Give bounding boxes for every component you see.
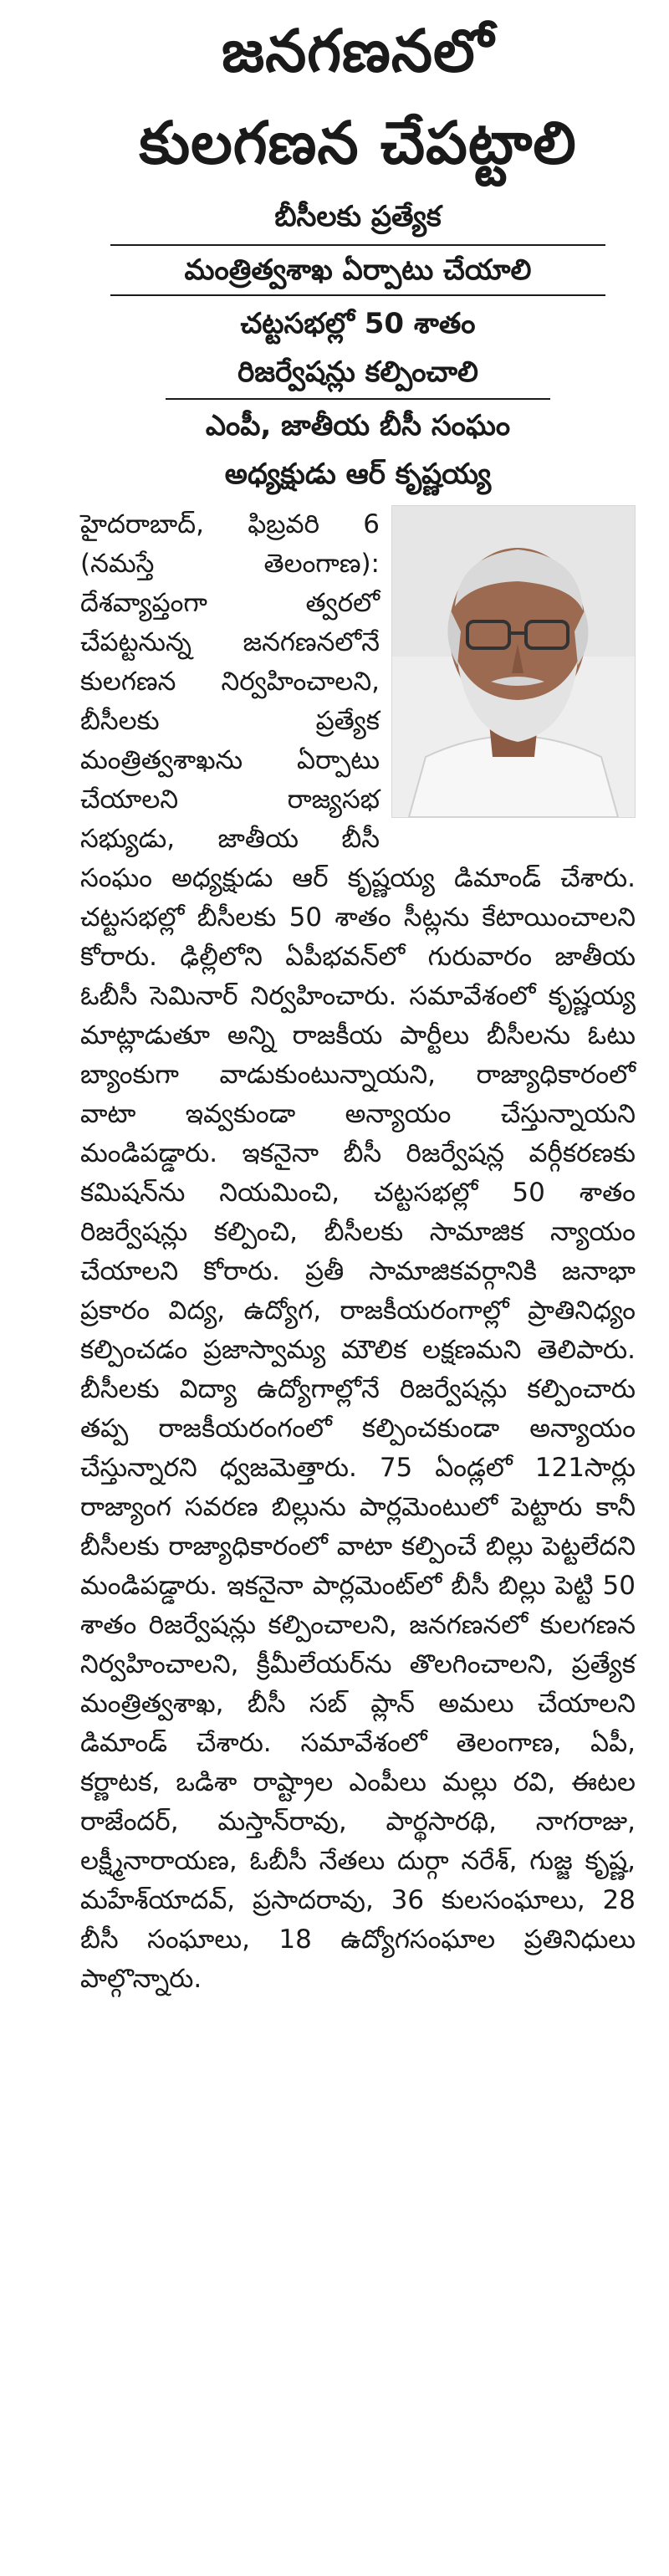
news-article (80, 0, 636, 2576)
subhead-3: చట్టసభల్లో 50 శాతం (240, 307, 476, 340)
portrait-illustration (392, 506, 635, 817)
portrait-photo (391, 505, 636, 818)
headline (80, 5, 636, 189)
subhead-4: రిజర్వేషన్లు కల్పించాలి (237, 355, 478, 389)
headline-line-1: జనగణనలో (221, 17, 495, 85)
subheadings (80, 192, 636, 498)
subhead-5: ఎంపీ, జాతీయ బీసీ సంఘం (205, 409, 511, 442)
subhead-6: అధ్యక్షుడు ఆర్ కృష్ణయ్య (224, 457, 492, 491)
subhead-2: మంత్రిత్వశాఖ ఏర్పాటు చేయాలి (110, 244, 605, 296)
article-body (80, 505, 636, 1999)
headline-line-2: కులగణన చేపట్టాలి (139, 109, 577, 177)
subhead-1: బీసీలకు ప్రత్యేక (274, 200, 442, 233)
article-text: హైదరాబాద్, ఫిబ్రవరి 6 (నమస్తే తెలంగాణ): దేశవ్యాప్తంగా త్వరలో చేపట్టనున్న జనగణనలోనే కులగణన నిర్వహించాలని, బీసీలకు ప్రత్యేక మంత్రిత్వశాఖను ఏర్పాటు చేయాలని రాజ్యసభ సభ్యుడు, జాతీయ బీసీ సంఘం అధ్యక్షుడు ఆర్ కృష్ణయ్య డిమాండ్ చేశారు. చట్టసభల్లో బీసీలకు 50 శాతం సీట్లను కేటాయించాలని కోరారు. ఢిల్లీలోని ఏపీభవన్‌లో గురువారం జాతీయ ఓబీసీ సెమినార్ నిర్వహించారు. సమావేశంలో కృష్ణయ్య మాట్లాడుతూ అన్ని రాజకీయ పార్టీలు బీసీలను ఓటు బ్యాంకుగా వాడుకుంటున్నాయని, రాజ్యాధికారంలో వాటా ఇవ్వకుండా అన్యాయం చేస్తున్నాయని మండిపడ్డారు. ఇకనైనా బీసీ రిజర్వేషన్ల వర్గీకరణకు కమిషన్‌ను నియమించి, చట్టసభల్లో 50 శాతం రిజర్వేషన్లు కల్పించి, బీసీలకు సామాజిక న్యాయం చేయాలని కోరారు. ప్రతీ సామాజికవర్గానికి జనాభా ప్రకారం విద్య, ఉద్యోగ, రాజకీయరంగాల్లో ప్రాతినిధ్యం కల్పించడం ప్రజాస్వామ్య మౌలిక లక్షణమని తెలిపారు. బీసీలకు విద్యా ఉద్యోగాల్లోనే రిజర్వేషన్లు కల్పించారు తప్ప రాజకీయరంగంలో కల్పించకుండా అన్యాయం చేస్తున్నారని ధ్వజమెత్తారు. 75 ఏండ్లలో 121సార్లు రాజ్యాంగ సవరణ బిల్లును పార్లమెంటులో పెట్టారు కానీ బీసీలకు రాజ్యాధికారంలో వాటా కల్పించే బిల్లు పెట్టలేదని మండిపడ్డారు. ఇకనైనా పార్లమెంట్‌లో బీసీ బిల్లు పెట్టి 50 శాతం రిజర్వేషన్లు కల్పించాలని, జనగణనలో కులగణన నిర్వహించాలని, క్రీమీలేయర్‌ను తొలగించాలని, ప్రత్యేక మంత్రిత్వశాఖ, బీసీ సబ్ ప్లాన్ అమలు చేయాలని డిమాండ్ చేశారు. సమావేశంలో తెలంగాణ, ఏపీ, కర్ణాటక, ఒడిశా రాష్ట్రాల ఎంపీలు మల్లు రవి, ఈటల రాజేందర్, మస్తాన్‌రావు, పార్థసారథి, నాగరాజు, లక్ష్మీనారాయణ, ఓబీసీ నేతలు దుర్గా నరేశ్, గుజ్జ కృష్ణ, మహేశ్‌యాదవ్, ప్రసాదరావు, 36 కులసంఘాలు, 28 బీసీ సంఘాలు, 18 ఉద్యోగసంఘాల ప్రతినిధులు పాల్గొన్నారు. (80, 509, 636, 1994)
divider (166, 398, 550, 400)
